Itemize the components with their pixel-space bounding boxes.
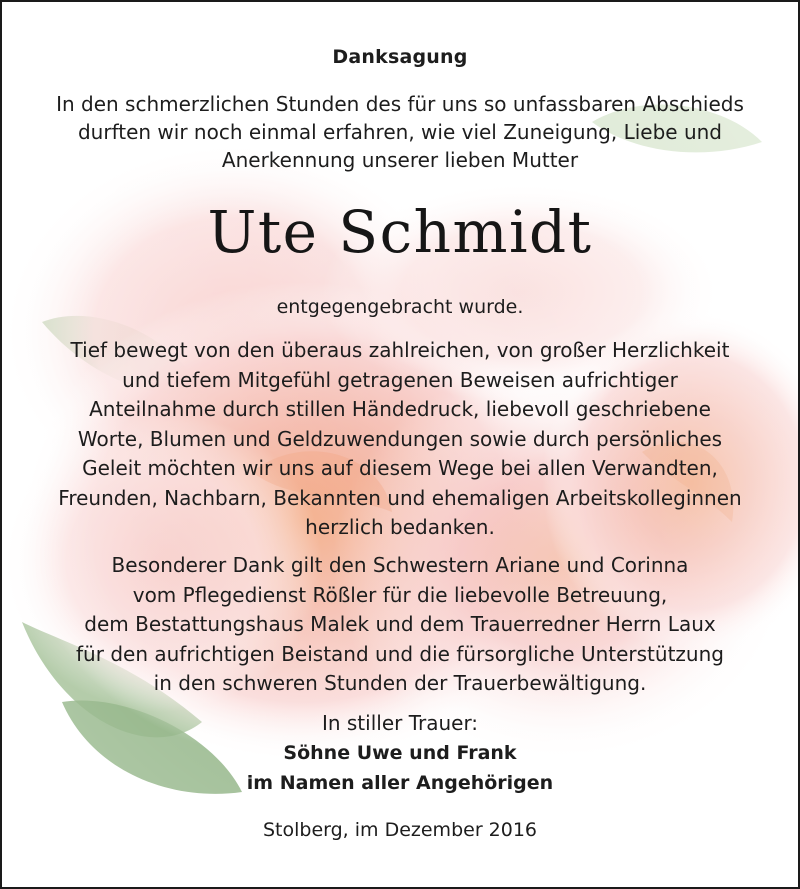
closing-signature <box>2 708 798 798</box>
intro-line: durften wir noch einmal erfahren, wie viel Zuneigung, Liebe und <box>77 120 723 144</box>
place-and-date: Stolberg, im Dezember 2016 <box>262 819 538 841</box>
thanks-line: Geleit möchten wir uns auf diesem Wege bei allen Verwandten, <box>82 456 718 480</box>
thanks-line: Tief bewegt von den überaus zahlreichen, von großer Herzlichkeit <box>70 338 730 362</box>
thanks-line: Freunden, Nachbarn, Bekannten und ehemaligen Arbeitskolleginnen <box>58 485 742 510</box>
after-name-text: entgegengebracht wurde. <box>276 296 524 318</box>
thanks-line: herzlich bedanken. <box>305 515 495 539</box>
notice-text <box>2 2 798 887</box>
special-thanks-line: in den schweren Stunden der Trauerbewältigung. <box>153 671 647 695</box>
deceased-name: Ute Schmidt <box>207 198 593 266</box>
special-thanks-line: für den aufrichtigen Beistand und die fürsorgliche Unterstützung <box>76 641 724 666</box>
notice-heading: Danksagung <box>332 46 468 68</box>
intro-line: In den schmerzlichen Stunden des für uns so unfassbaren Abschieds <box>56 92 744 116</box>
thanks-line: und tiefem Mitgefühl getragenen Beweisen aufrichtiger <box>122 367 678 392</box>
special-thanks-line: dem Bestattungshaus Malek und dem Trauerredner Herrn Laux <box>84 612 716 636</box>
thanks-line: Anteilnahme durch stillen Händedruck, liebevoll geschriebene <box>89 397 711 421</box>
special-thanks-paragraph <box>22 551 778 699</box>
special-thanks-line: Besonderer Dank gilt den Schwestern Ariane und Corinna <box>111 553 689 577</box>
special-thanks-line: vom Pflegedienst Rößler für die liebevolle Betreuung, <box>132 582 668 607</box>
mourners-names: Söhne Uwe und Frank <box>283 742 517 764</box>
intro-paragraph <box>32 90 768 174</box>
closing-line: In stiller Trauer: <box>321 711 479 735</box>
mourners-relatives: im Namen aller Angehörigen <box>246 772 554 794</box>
intro-line: Anerkennung unserer lieben Mutter <box>221 148 579 172</box>
thanks-paragraph <box>22 336 778 543</box>
thanks-line: Worte, Blumen und Geldzuwendungen sowie durch persönliches <box>77 426 723 451</box>
